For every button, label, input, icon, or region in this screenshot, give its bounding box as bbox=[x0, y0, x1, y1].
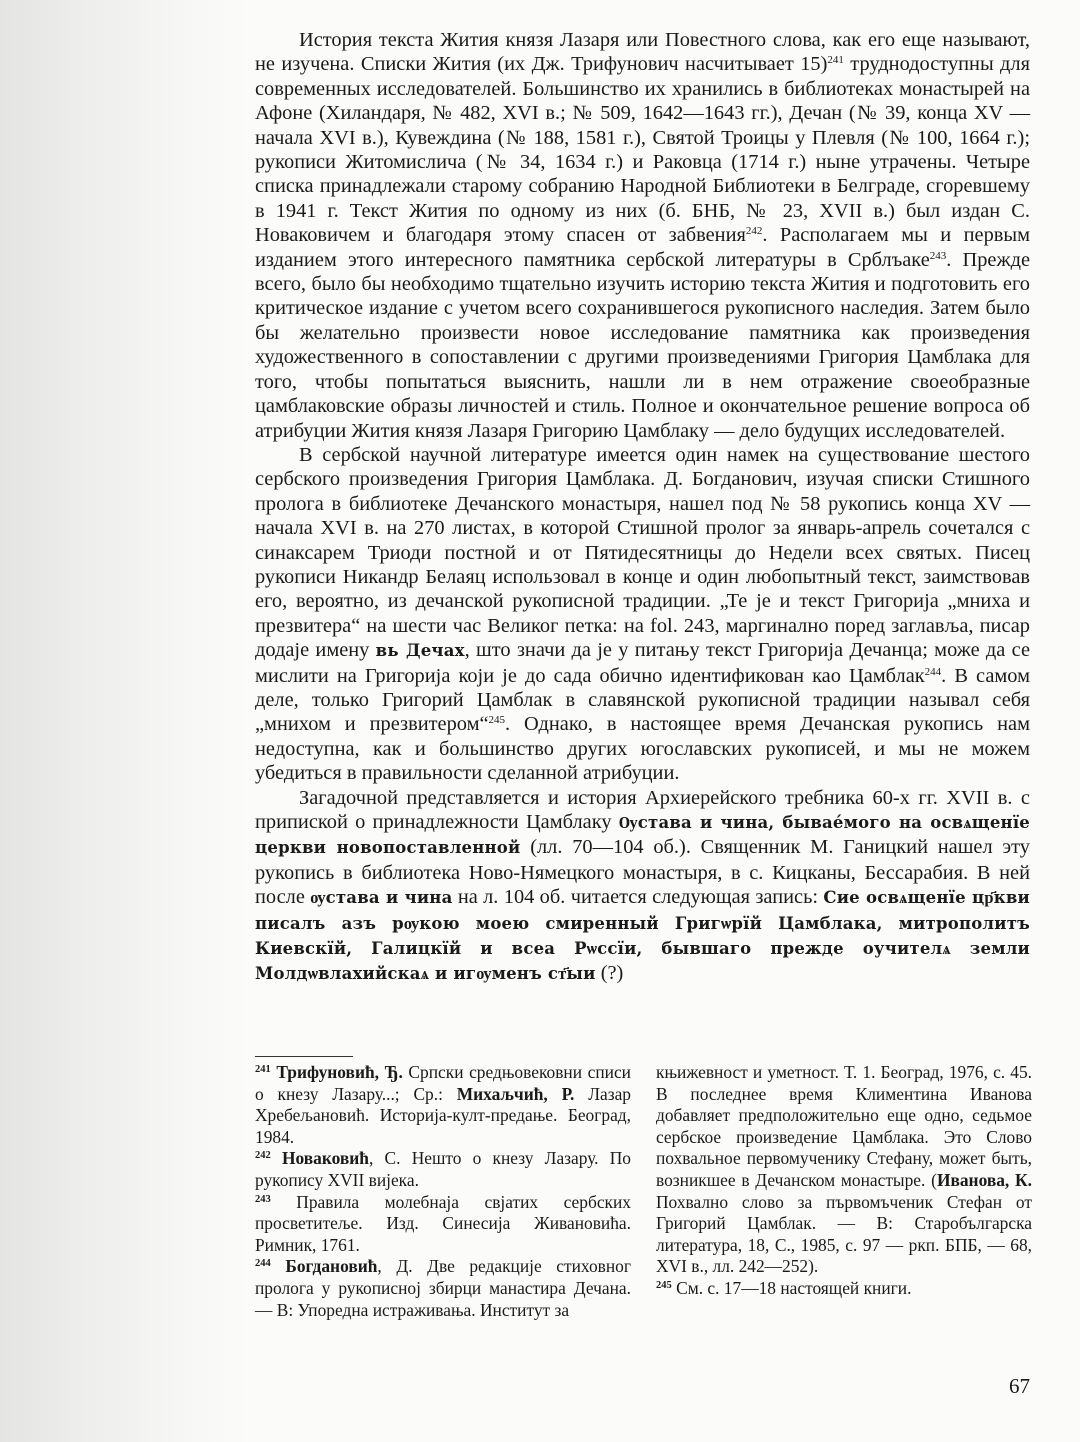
footnote-ref-242[interactable]: 242 bbox=[745, 225, 763, 238]
page-number: 67 bbox=[1009, 1374, 1030, 1398]
paragraph-1: История текста Жития князя Лазаря или Повестного слова, как его еще называют, не изучена. Списки Жития (их Дж. Трифунович насчитывает 15)$^{241}$ труднодоступны для современных исследователей. Большинство их хранились в библиотеках монастырей на Афоне (Хиландаря, № 482, XVI в.; № 509, 1642—1643 гг.), Дечан (№ 39, конца XV — начала XVI в.), Кувеждина (№ 188, 1581 г.), Святой Троицы у Плевля (№ 100, 1664 г.); рукописи Житомислича (№ 34, 1634 г.) и Раковца (1714 г.) ныне утрачены. Четыре списка принадлежали старому собранию Народной Библиотеки в Белграде, сгоревшему в 1941 г. Текст Жития по одному из них (б. БНБ, № 23, XVII в.) был издан С. Новаковичем и благодаря этому спасен от забвения$^{242}$. Располагаем мы и первым изданием этого интересного памятника сербской литературы в Срблъаке$^{243}$. Прежде всего, было бы необходимо тщательно изучить историю текста Жития и подготовить его критическое издание с учетом всего сохранившегося рукописного наследия. Затем было бы желательно произвести новое исследование памятника как произведения художественного в сопоставлении с другими произведениями Григория Цамблака для того, чтобы попытаться выяснить, нашли ли в нем отражение своеобразные цамблаковские образы личностей и стиль. Полное и окончательное решение вопроса об атрибуции Жития князя Лазаря Григорию Цамблаку — дело будущих исследователей. bbox=[255, 29, 1030, 442]
paragraph-3: Загадочной представляется и история Архиерейского требника 60-х гг. XVII в. с припиской о принадлежности Цамблаку Ѹстава и чина, бывае́мого на освѧщенїе церкви новопоставленной (лл. 70—104 об.). Священник М. Ганицкий нашел эту рукопись в библиотека Ново-Нямецкого монастыря, в с. Кицканы, Бессарабия. В ней после ѹстава и чина на л. 104 об. читается следующая запись: Сие освѧщенїе цр҃кви писалъ азъ рѹкою моею смиренный Григѡрїй Цамблака, митрополитъ Киевскїй, Галицкїй и всеа Рѡссїи, бывшаго прежде оучителѧ земли Молдѡвлахийскаѧ и игѹменъ ст҃ыи (?) bbox=[255, 786, 1030, 985]
footnote-242: $^{242}$ Новаковић, С. Нешто о кнезу Лазару. По рукопису XVII вијека. bbox=[255, 1148, 631, 1190]
footnote-241: $^{241}$ Трифуновић, Ђ. Српски средњовековни списи о кнезу Лазару...; Ср.: Михаљчић, Р. Лазар Хребељановић. Историја-култ-предање. Београд, 1984. bbox=[255, 1062, 631, 1147]
footnotes-right-column bbox=[656, 1062, 1032, 1300]
church-slavonic-phrase: ѹстава и чина bbox=[310, 888, 453, 908]
church-slavonic-title: Ѹстава и чина, бывае́мого на освѧщенїе церкви новопоставленной bbox=[255, 813, 1030, 858]
footnote-243: $^{243}$ Правила молебнаја свјатих сербских просветитеље. Изд. Синесија Живановића. Римник, 1761. bbox=[255, 1191, 631, 1255]
footnote-ref-243[interactable]: 243 bbox=[929, 249, 947, 262]
page-gutter-shadow bbox=[0, 0, 250, 1442]
footnote-244: $^{244}$ Богдановић, Д. Две редакције стиховног пролога у рукописној збирци манастира Дечана. — В: Упоредна истраживања. Институт за bbox=[255, 1256, 631, 1320]
footnote-244-continued: књижевност и уметност. Т. 1. Београд, 1976, с. 45. В последнее время Климентина Иванова добавляет предположительно еще одно, седьмое сербское произведение Цамблака. Это Слово похвальное первомученику Стефану, может быть, возникшее в Дечанском монастыре. (Иванова, К. Похвално слово за първомъченик Стефан от Григорий Цамблак. — В: Старобългарска литература, 18, С., 1985, с. 97 — ркп. БПБ, — 68, XVI в., лл. 242—252). bbox=[656, 1062, 1033, 1277]
footnote-245: $^{245}$ См. с. 17—18 настоящей книги. bbox=[656, 1277, 912, 1298]
footnote-divider bbox=[255, 1056, 353, 1057]
church-slavonic-inscription: Сие освѧщенїе цр҃кви писалъ азъ рѹкою моею смиренный Григѡрїй Цамблака, митрополитъ Киевскїй, Галицкїй и всеа Рѡссїи, бывшаго прежде оучителѧ земли Молдѡвлахийскаѧ и игѹменъ ст҃ыи bbox=[255, 888, 1030, 984]
footnote-ref-245[interactable]: 245 bbox=[488, 714, 506, 727]
footnote-ref-241[interactable]: 241 bbox=[827, 54, 844, 67]
paragraph-2: В сербской научной литературе имеется один намек на существование шестого сербского произведения Григория Цамблака. Д. Богданович, изучая списки Стишного пролога в библиотеке Дечанского монастыря, нашел под № 58 рукопись конца XV — начала XVI в. на 270 листах, в которой Стишной пролог за январь-апрель сочетался с синаксарем Триоди постной и от Пятидесятницы до Недели всех святых. Писец рукописи Никандр Белаяц использовал в конце и один любопытный текст, заимствовав его, вероятно, из дечанской рукописной традиции. „Те је и текст Григорија „мниха и презвитера“ на шести час Великог петка: на fol. 243, маргинално поред заглавља, писар додаје имену вь Дечах, што значи да је у питању текст Григорија Дечанца; може да се мислити на Григорија који је до сада обично идентификован као Цамблак$^{244}$. В самом деле, только Григорий Цамблак в славянской рукописной традиции называл себя „мнихом и презвитером“$^{245}$. Однако, в настоящее время Дечанская рукопись нам недоступна, как и большинство других югославских рукописей, и мы не можем убедиться в правильности сделанной атрибуции. bbox=[255, 443, 1030, 785]
church-slavonic-phrase: вь Дечах bbox=[375, 641, 465, 661]
footnotes-left-column bbox=[255, 1062, 631, 1321]
footnote-ref-244[interactable]: 244 bbox=[924, 665, 942, 678]
main-body-text bbox=[255, 28, 1030, 987]
